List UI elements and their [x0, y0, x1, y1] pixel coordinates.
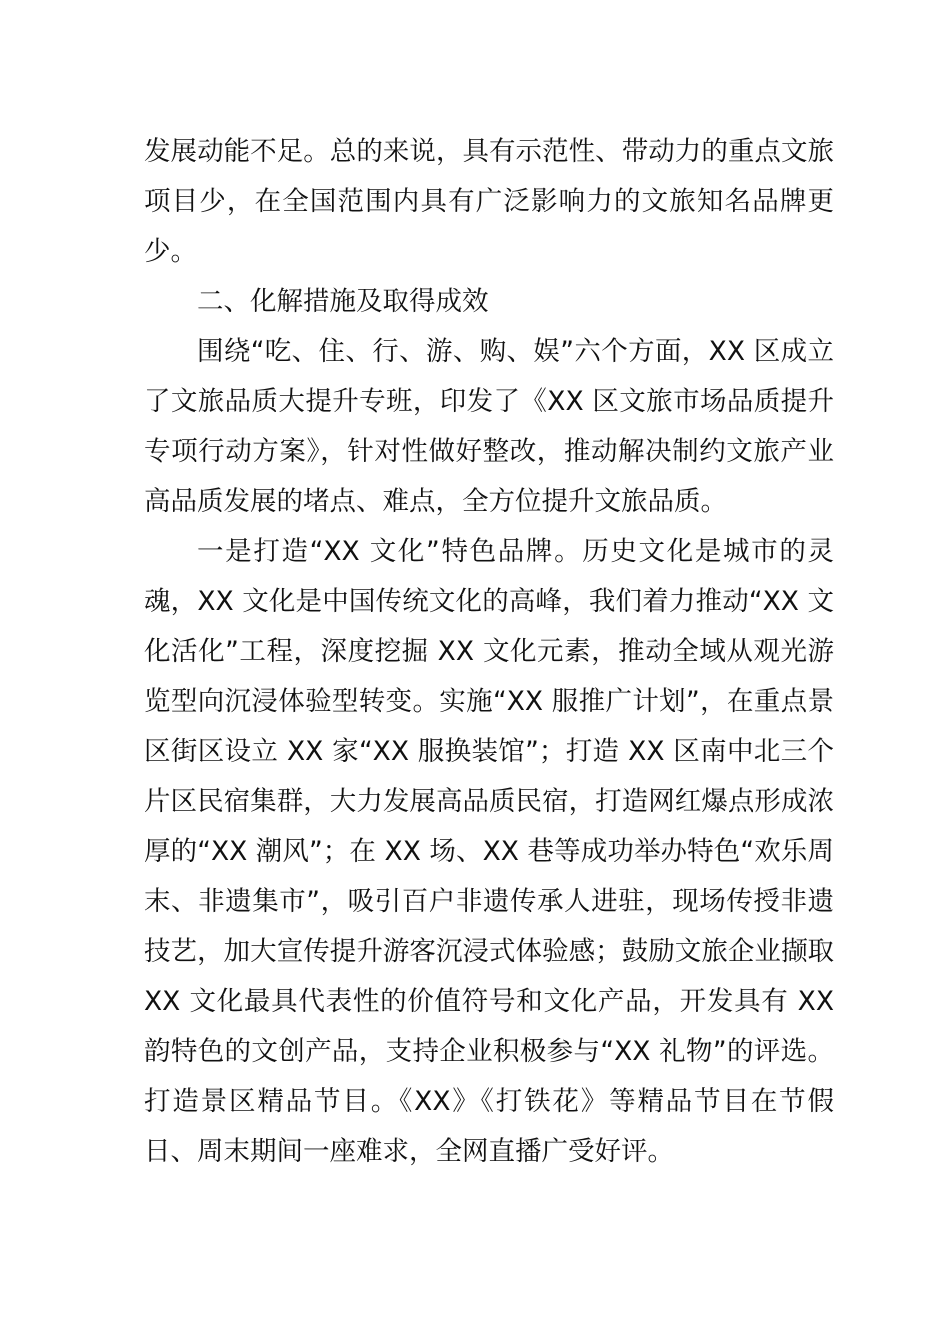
paragraph-continuation: 发展动能不足。总的来说，具有示范性、带动力的重点文旅项目少，在全国范围内具有广泛影响力的文旅知名品牌更少。: [144, 136, 834, 267]
document-body: [144, 127, 834, 1177]
section-heading: 二、化解措施及取得成效: [197, 286, 489, 317]
paragraph-measure-one: 一是打造“XX 文化”特色品牌。历史文化是城市的灵魂，XX 文化是中国传统文化的高峰，我们着力推动“XX 文化活化”工程，深度挖掘 XX 文化元素，推动全域从观光游览型向沉浸体验型转变。实施“XX 服推广计划”，在重点景区街区设立 XX 家“XX 服换装馆”；打造 XX 区南中北三个片区民宿集群，大力发展高品质民宿，打造网红爆点形成浓厚的“XX 潮风”；在 XX 场、XX 巷等成功举办特色“欢乐周末、非遗集市”，吸引百户非遗传承人进驻，现场传授非遗技艺，加大宣传提升游客沉浸式体验感；鼓励文旅企业撷取 XX 文化最具代表性的价值符号和文化产品，开发具有 XX 韵特色的文创产品，支持企业积极参与“XX 礼物”的评选。打造景区精品节目。《XX》《打铁花》等精品节目在节假日、周末期间一座难求，全网直播广受好评。: [144, 536, 834, 1167]
paragraph-intro: 围绕“吃、住、行、游、购、娱”六个方面，XX 区成立了文旅品质大提升专班，印发了《XX 区文旅市场品质提升专项行动方案》，针对性做好整改，推动解决制约文旅产业高品质发展的堵点、难点，全方位提升文旅品质。: [144, 336, 834, 517]
